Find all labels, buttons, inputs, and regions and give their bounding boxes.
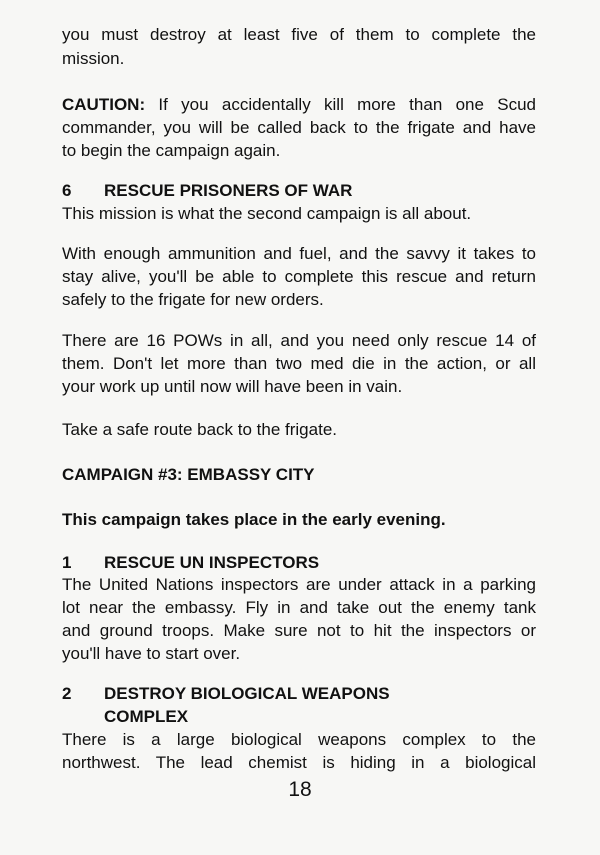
campaign-subheading: This campaign takes place in the early evening. (62, 510, 446, 529)
text-line: The United Nations inspectors are under attack in a parking (62, 575, 536, 594)
section-heading-6 (62, 180, 536, 202)
section-number: 2 (62, 684, 72, 703)
section-number: 6 (62, 181, 72, 200)
section-title: RESCUE PRISONERS OF WAR (104, 181, 353, 200)
section-number: 1 (62, 553, 72, 572)
text-line: commander, you will be called back to the frigate and have (62, 118, 536, 137)
text-line: you'll have to start over. (62, 644, 241, 663)
text-line: There is a large biological weapons complex to the (62, 730, 536, 749)
text-line: you must destroy at least five of them to complete the (62, 25, 536, 44)
caution-text: If you accidentally kill more than one Scud (158, 95, 536, 114)
section-heading-2 (62, 683, 536, 705)
text-line: safely to the frigate for new orders. (62, 290, 324, 309)
text-line: mission. (62, 49, 125, 68)
caution-label: CAUTION: (62, 95, 146, 114)
text-line: and ground troops. Make sure not to hit the inspectors or (62, 621, 536, 640)
section-title-continued: COMPLEX (104, 707, 189, 726)
text-line: There are 16 POWs in all, and you need only rescue 14 of (62, 331, 536, 350)
page-number: 18 (288, 778, 312, 801)
text-line: Take a safe route back to the frigate. (62, 420, 337, 439)
text-line: This mission is what the second campaign is all about. (62, 204, 472, 223)
text-line: With enough ammunition and fuel, and the savvy it takes to (62, 244, 536, 263)
section-title: DESTROY BIOLOGICAL WEAPONS (104, 684, 390, 703)
text-line: them. Don't let more than two med die in the action, or all (62, 354, 536, 373)
section-title: RESCUE UN INSPECTORS (104, 553, 320, 572)
text-line: northwest. The lead chemist is hiding in a biological (62, 753, 536, 772)
campaign-heading: CAMPAIGN #3: EMBASSY CITY (62, 465, 315, 484)
text-line: your work up until now will have been in vain. (62, 377, 403, 396)
text-line: lot near the embassy. Fly in and take out the enemy tank (62, 598, 536, 617)
text-line: to begin the campaign again. (62, 141, 281, 160)
section-heading-1 (62, 552, 536, 574)
text-line: stay alive, you'll be able to complete this rescue and return (62, 267, 536, 286)
caution-line (62, 94, 536, 116)
